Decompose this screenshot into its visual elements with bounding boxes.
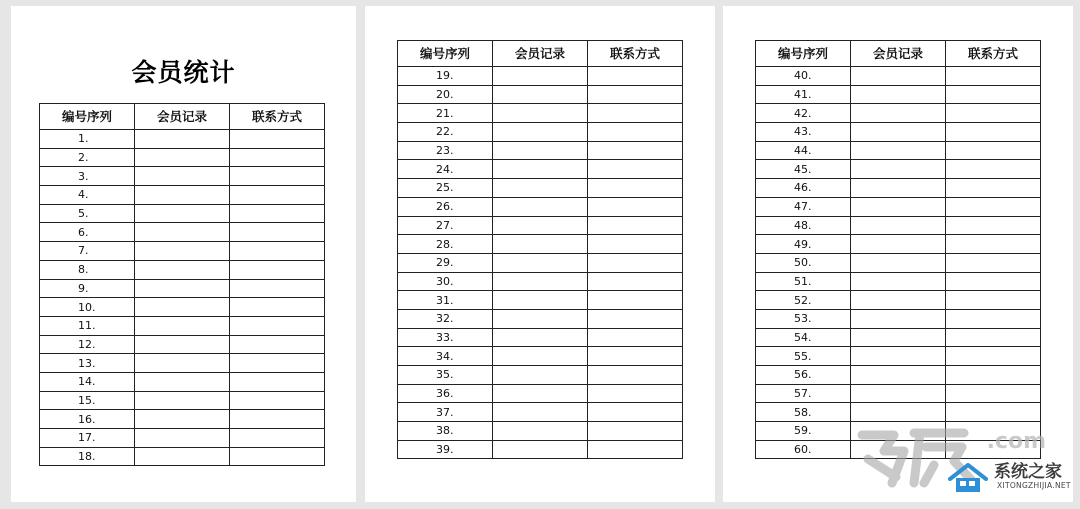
table-row: [756, 197, 1041, 216]
contact-cell: [946, 403, 1041, 422]
contact-cell: [946, 347, 1041, 366]
table-row: [40, 354, 325, 373]
serial-number-cell: 41.: [756, 85, 851, 104]
member-record-cell: [851, 235, 946, 254]
contact-cell: [946, 104, 1041, 123]
table-row: [756, 272, 1041, 291]
contact-cell: [588, 123, 683, 142]
member-record-cell: [851, 141, 946, 160]
table-row: [40, 130, 325, 149]
contact-cell: [230, 204, 325, 223]
table-row: [398, 422, 683, 441]
table-row: [756, 235, 1041, 254]
serial-number-cell: 17.: [40, 429, 135, 448]
contact-cell: [230, 316, 325, 335]
contact-cell: [588, 235, 683, 254]
member-table-3: [755, 40, 1041, 459]
watermark-brand: 系统之家: [994, 462, 1062, 482]
serial-number-cell: 10.: [40, 298, 135, 317]
contact-cell: [946, 309, 1041, 328]
contact-cell: [230, 391, 325, 410]
member-record-cell: [851, 104, 946, 123]
table-header-row: [398, 41, 683, 67]
contact-cell: [588, 179, 683, 198]
contact-cell: [588, 440, 683, 459]
table-row: [40, 429, 325, 448]
member-record-cell: [493, 440, 588, 459]
member-record-cell: [493, 197, 588, 216]
serial-number-cell: 60.: [756, 440, 851, 459]
contact-cell: [588, 216, 683, 235]
member-record-cell: [493, 328, 588, 347]
member-record-cell: [493, 403, 588, 422]
table-row: [756, 85, 1041, 104]
table-row: [398, 179, 683, 198]
serial-number-cell: 13.: [40, 354, 135, 373]
member-record-cell: [493, 104, 588, 123]
member-record-cell: [493, 141, 588, 160]
table-row: [756, 384, 1041, 403]
table-row: [398, 328, 683, 347]
member-record-cell: [135, 186, 230, 205]
contact-cell: [230, 260, 325, 279]
serial-number-cell: 44.: [756, 141, 851, 160]
table-row: [398, 253, 683, 272]
contact-cell: [946, 123, 1041, 142]
contact-cell: [946, 328, 1041, 347]
member-record-cell: [851, 384, 946, 403]
table-row: [756, 403, 1041, 422]
house-logo-icon: [946, 461, 990, 495]
serial-number-cell: 1.: [40, 130, 135, 149]
contact-cell: [230, 279, 325, 298]
table-header-row: [756, 41, 1041, 67]
table-row: [756, 366, 1041, 385]
contact-cell: [588, 328, 683, 347]
contact-cell: [588, 67, 683, 86]
serial-number-cell: 38.: [398, 422, 493, 441]
member-record-cell: [493, 291, 588, 310]
contact-cell: [230, 429, 325, 448]
table-row: [40, 242, 325, 261]
member-record-cell: [851, 272, 946, 291]
serial-number-cell: 49.: [756, 235, 851, 254]
serial-number-cell: 9.: [40, 279, 135, 298]
table-row: [756, 160, 1041, 179]
member-record-cell: [135, 204, 230, 223]
serial-number-cell: 11.: [40, 316, 135, 335]
serial-number-cell: 29.: [398, 253, 493, 272]
member-record-cell: [135, 279, 230, 298]
serial-number-cell: 18.: [40, 447, 135, 466]
table-row: [756, 309, 1041, 328]
serial-number-cell: 54.: [756, 328, 851, 347]
serial-number-cell: 4.: [40, 186, 135, 205]
contact-cell: [946, 197, 1041, 216]
member-record-cell: [493, 179, 588, 198]
member-record-cell: [493, 272, 588, 291]
table-row: [756, 216, 1041, 235]
member-record-cell: [135, 410, 230, 429]
site-watermark: [854, 421, 1072, 503]
table-row: [756, 328, 1041, 347]
table-row: [40, 447, 325, 466]
contact-cell: [588, 104, 683, 123]
contact-cell: [588, 141, 683, 160]
serial-number-cell: 2.: [40, 148, 135, 167]
contact-cell: [946, 384, 1041, 403]
member-record-cell: [135, 447, 230, 466]
table-row: [40, 298, 325, 317]
page-title: 会员统计: [131, 58, 236, 87]
member-record-cell: [493, 123, 588, 142]
contact-cell: [588, 272, 683, 291]
table-row: [398, 235, 683, 254]
column-header-contact: 联系方式: [946, 41, 1041, 67]
member-record-cell: [851, 123, 946, 142]
serial-number-cell: 53.: [756, 309, 851, 328]
contact-cell: [946, 366, 1041, 385]
member-record-cell: [851, 85, 946, 104]
contact-cell: [588, 253, 683, 272]
contact-cell: [946, 291, 1041, 310]
table-row: [398, 141, 683, 160]
member-record-cell: [135, 223, 230, 242]
contact-cell: [946, 272, 1041, 291]
member-record-cell: [851, 160, 946, 179]
table-row: [756, 123, 1041, 142]
serial-number-cell: 7.: [40, 242, 135, 261]
serial-number-cell: 58.: [756, 403, 851, 422]
table-row: [398, 85, 683, 104]
serial-number-cell: 50.: [756, 253, 851, 272]
serial-number-cell: 5.: [40, 204, 135, 223]
serial-number-cell: 56.: [756, 366, 851, 385]
column-header-serial: 编号序列: [40, 104, 135, 130]
contact-cell: [230, 130, 325, 149]
contact-cell: [230, 242, 325, 261]
table-row: [756, 291, 1041, 310]
contact-cell: [230, 410, 325, 429]
table-row: [40, 391, 325, 410]
column-header-member-record: 会员记录: [135, 104, 230, 130]
contact-cell: [588, 85, 683, 104]
member-record-cell: [135, 298, 230, 317]
table-row: [40, 410, 325, 429]
table-row: [40, 167, 325, 186]
member-record-cell: [493, 309, 588, 328]
table-row: [398, 104, 683, 123]
member-table-1: [39, 103, 325, 466]
serial-number-cell: 45.: [756, 160, 851, 179]
table-row: [398, 403, 683, 422]
serial-number-cell: 25.: [398, 179, 493, 198]
serial-number-cell: 39.: [398, 440, 493, 459]
serial-number-cell: 57.: [756, 384, 851, 403]
table-row: [756, 104, 1041, 123]
table-row: [756, 141, 1041, 160]
serial-number-cell: 31.: [398, 291, 493, 310]
serial-number-cell: 36.: [398, 384, 493, 403]
serial-number-cell: 12.: [40, 335, 135, 354]
column-header-member-record: 会员记录: [493, 41, 588, 67]
table-row: [398, 366, 683, 385]
member-record-cell: [851, 366, 946, 385]
contact-cell: [230, 223, 325, 242]
column-header-member-record: 会员记录: [851, 41, 946, 67]
table-row: [40, 186, 325, 205]
column-header-contact: 联系方式: [230, 104, 325, 130]
member-record-cell: [493, 216, 588, 235]
serial-number-cell: 8.: [40, 260, 135, 279]
table-row: [756, 67, 1041, 86]
serial-number-cell: 34.: [398, 347, 493, 366]
member-record-cell: [851, 197, 946, 216]
contact-cell: [946, 85, 1041, 104]
member-record-cell: [135, 260, 230, 279]
table-row: [40, 223, 325, 242]
serial-number-cell: 22.: [398, 123, 493, 142]
member-record-cell: [135, 354, 230, 373]
contact-cell: [230, 148, 325, 167]
serial-number-cell: 14.: [40, 372, 135, 391]
contact-cell: [588, 197, 683, 216]
member-table-2: [397, 40, 683, 459]
member-record-cell: [135, 372, 230, 391]
serial-number-cell: 47.: [756, 197, 851, 216]
member-record-cell: [851, 253, 946, 272]
member-record-cell: [135, 316, 230, 335]
contact-cell: [588, 384, 683, 403]
table-header-row: [40, 104, 325, 130]
serial-number-cell: 35.: [398, 366, 493, 385]
member-record-cell: [851, 328, 946, 347]
member-record-cell: [493, 366, 588, 385]
serial-number-cell: 40.: [756, 67, 851, 86]
contact-cell: [588, 422, 683, 441]
member-record-cell: [493, 67, 588, 86]
contact-cell: [230, 167, 325, 186]
table-row: [398, 272, 683, 291]
member-record-cell: [851, 347, 946, 366]
table-row: [40, 372, 325, 391]
contact-cell: [588, 291, 683, 310]
member-record-cell: [851, 216, 946, 235]
table-row: [398, 347, 683, 366]
serial-number-cell: 21.: [398, 104, 493, 123]
member-record-cell: [135, 391, 230, 410]
serial-number-cell: 43.: [756, 123, 851, 142]
serial-number-cell: 28.: [398, 235, 493, 254]
contact-cell: [588, 160, 683, 179]
contact-cell: [230, 354, 325, 373]
member-record-cell: [135, 429, 230, 448]
serial-number-cell: 15.: [40, 391, 135, 410]
table-row: [398, 123, 683, 142]
contact-cell: [946, 179, 1041, 198]
contact-cell: [230, 372, 325, 391]
member-record-cell: [851, 403, 946, 422]
serial-number-cell: 23.: [398, 141, 493, 160]
table-row: [756, 347, 1041, 366]
serial-number-cell: 19.: [398, 67, 493, 86]
table-row: [398, 197, 683, 216]
serial-number-cell: 42.: [756, 104, 851, 123]
table-row: [398, 384, 683, 403]
contact-cell: [946, 253, 1041, 272]
member-record-cell: [493, 235, 588, 254]
member-record-cell: [851, 67, 946, 86]
watermark-dotcom: .com: [986, 429, 1046, 454]
contact-cell: [230, 447, 325, 466]
contact-cell: [946, 216, 1041, 235]
member-record-cell: [135, 130, 230, 149]
contact-cell: [230, 335, 325, 354]
member-record-cell: [493, 85, 588, 104]
column-header-serial: 编号序列: [398, 41, 493, 67]
member-record-cell: [135, 242, 230, 261]
contact-cell: [588, 347, 683, 366]
column-header-contact: 联系方式: [588, 41, 683, 67]
table-row: [40, 148, 325, 167]
member-record-cell: [851, 179, 946, 198]
table-row: [40, 204, 325, 223]
table-row: [398, 160, 683, 179]
serial-number-cell: 51.: [756, 272, 851, 291]
contact-cell: [588, 366, 683, 385]
member-record-cell: [135, 148, 230, 167]
serial-number-cell: 20.: [398, 85, 493, 104]
table-row: [398, 67, 683, 86]
serial-number-cell: 26.: [398, 197, 493, 216]
column-header-serial: 编号序列: [756, 41, 851, 67]
serial-number-cell: 24.: [398, 160, 493, 179]
serial-number-cell: 3.: [40, 167, 135, 186]
serial-number-cell: 6.: [40, 223, 135, 242]
serial-number-cell: 16.: [40, 410, 135, 429]
serial-number-cell: 48.: [756, 216, 851, 235]
contact-cell: [946, 160, 1041, 179]
table-row: [756, 179, 1041, 198]
member-record-cell: [851, 291, 946, 310]
serial-number-cell: 33.: [398, 328, 493, 347]
table-row: [398, 216, 683, 235]
serial-number-cell: 30.: [398, 272, 493, 291]
table-row: [398, 291, 683, 310]
serial-number-cell: 46.: [756, 179, 851, 198]
contact-cell: [946, 235, 1041, 254]
document-page-1: [11, 6, 356, 502]
member-record-cell: [493, 160, 588, 179]
watermark-url: XITONGZHIJIA.NET: [997, 481, 1071, 490]
serial-number-cell: 27.: [398, 216, 493, 235]
member-record-cell: [493, 347, 588, 366]
contact-cell: [588, 403, 683, 422]
table-row: [40, 335, 325, 354]
contact-cell: [588, 309, 683, 328]
serial-number-cell: 37.: [398, 403, 493, 422]
serial-number-cell: 55.: [756, 347, 851, 366]
table-row: [40, 279, 325, 298]
member-record-cell: [851, 309, 946, 328]
document-page-2: [365, 6, 715, 502]
serial-number-cell: 32.: [398, 309, 493, 328]
contact-cell: [230, 186, 325, 205]
serial-number-cell: 52.: [756, 291, 851, 310]
contact-cell: [230, 298, 325, 317]
table-row: [398, 440, 683, 459]
table-row: [40, 260, 325, 279]
contact-cell: [946, 67, 1041, 86]
serial-number-cell: 59.: [756, 422, 851, 441]
table-row: [756, 253, 1041, 272]
member-record-cell: [135, 167, 230, 186]
member-record-cell: [493, 384, 588, 403]
table-row: [40, 316, 325, 335]
member-record-cell: [493, 253, 588, 272]
member-record-cell: [135, 335, 230, 354]
table-row: [398, 309, 683, 328]
member-record-cell: [493, 422, 588, 441]
contact-cell: [946, 141, 1041, 160]
